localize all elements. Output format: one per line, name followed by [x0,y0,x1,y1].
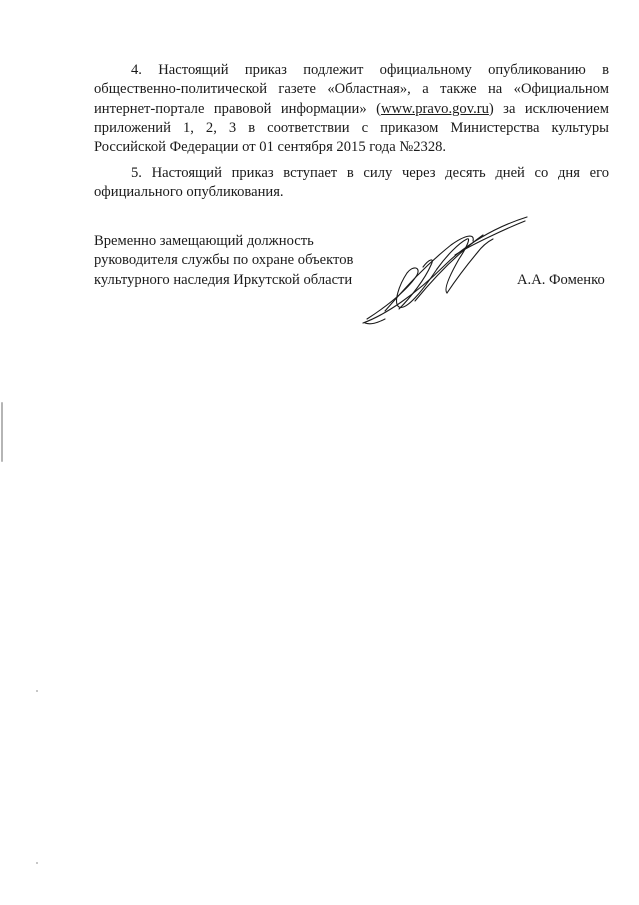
signatory-position-line-2: руководителя службы по охране объектов [94,252,354,269]
paragraph-4-text-start: 4. Настоящий приказ подлежит официальному опубликованию в общественно-политической газете «Областная», а также на «Официальном интернет-портале правовой информации» ( [94,62,609,117]
handwritten-signature [355,215,530,327]
paragraph-4-text-end: ) за исключением приложений 1, 2, 3 в соответствии с приказом Министерства культуры Российской Федерации от 01 сентября 2015 года №2328. [94,100,610,156]
scan-speck [1,402,3,462]
scan-speck [36,690,38,692]
scan-speck [36,862,38,864]
paragraph-5: 5. Настоящий приказ вступает в силу через десять дней со дня его официального опубликования. [94,165,609,201]
signatory-position [94,232,353,290]
pravo-link[interactable]: www.pravo.gov.ru [380,100,489,117]
signer-name: А.А. Фоменко [517,272,605,288]
signatory-position-line-3: культурного наследия Иркутской области [94,271,353,288]
paragraph-4 [94,61,609,157]
signatory-position-line-1: Временно замещающий должность [94,233,314,249]
